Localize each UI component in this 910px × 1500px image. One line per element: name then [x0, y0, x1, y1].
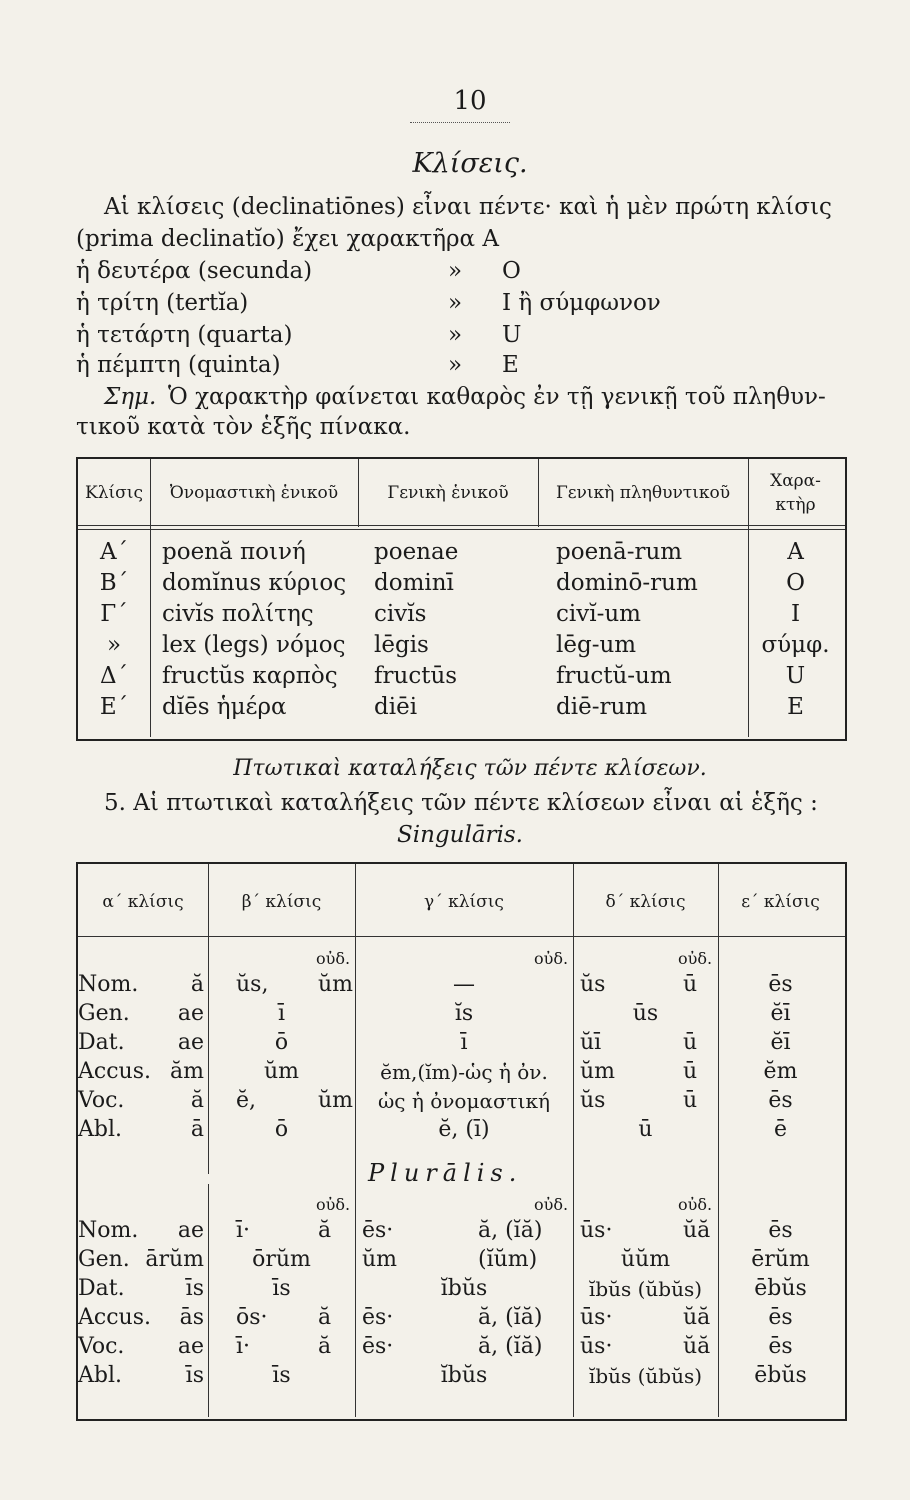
- intro-row-name: ἡ τετάρτη (quarta): [76, 322, 293, 348]
- case-name: Nom.: [78, 1218, 139, 1243]
- decl-4-ending: ĭbŭs (ŭbŭs): [588, 1364, 703, 1388]
- genitive-singular: dominī: [374, 570, 454, 596]
- decl-4-ending: ŭs: [580, 972, 606, 997]
- nominative-singular: lex (legs) νόμος: [162, 632, 346, 658]
- intro-row-mark: »: [448, 258, 463, 284]
- genitive-singular: lēgis: [374, 632, 429, 658]
- character-letter: O: [786, 570, 805, 596]
- page-number-rule: [410, 122, 510, 123]
- genitive-plural: dominō-rum: [556, 570, 698, 596]
- decl-4-neuter-ending: ū: [683, 1059, 698, 1084]
- decl-5-ending: ĕī: [770, 1001, 791, 1026]
- decl-3-ending: ĕm,(ĭm)-ὡς ἡ ὀν.: [380, 1060, 548, 1084]
- decl-4-neuter-ending: ū: [683, 972, 698, 997]
- header-genitive-pl: Γενικὴ πληθυντικοῦ: [555, 483, 731, 503]
- section-title: Κλίσεις.: [412, 148, 528, 179]
- genitive-singular: diēi: [374, 694, 418, 720]
- character-letter: I: [790, 601, 801, 627]
- header-rule: [78, 529, 845, 530]
- decl-1-ending: ă: [190, 1088, 204, 1113]
- intro-line-1: Αἱ κλίσεις (declinatiōnes) εἶναι πέντε· καὶ ἡ μὲν πρώτη κλίσις: [104, 194, 832, 220]
- decl-2-ending: ī·: [236, 1218, 251, 1243]
- intro-row-mark: »: [448, 322, 463, 348]
- header-decl-5: ε΄ κλίσις: [741, 892, 820, 912]
- intro-row-char: O: [502, 258, 521, 284]
- decl-2-neuter-ending: ă: [318, 1218, 332, 1243]
- declension-number: »: [106, 632, 122, 658]
- declension-number: Α΄: [99, 539, 129, 565]
- intro-row-name: ἡ πέμπτη (quinta): [76, 352, 281, 378]
- case-name: Abl.: [78, 1363, 122, 1388]
- decl-2-neuter-ending: ŭm: [318, 972, 354, 997]
- decl-3-ending: ī: [460, 1030, 468, 1055]
- intro-row-char: I ἢ σύμφωνον: [502, 290, 661, 316]
- neuter-label: οὐδ.: [678, 949, 713, 968]
- neuter-label: οὐδ.: [534, 1195, 569, 1214]
- nominative-singular: civĭs πολίτης: [162, 601, 314, 627]
- decl-5-ending: ērŭm: [751, 1247, 810, 1272]
- decl-3-ending: ēs·: [362, 1305, 394, 1330]
- decl-4-ending: ū: [638, 1117, 653, 1142]
- decl-2-ending: ī: [277, 1001, 286, 1026]
- decl-4-neuter-ending: ŭă: [683, 1334, 711, 1359]
- header-nominative: Ὀνομαστικὴ ἑνικοῦ: [169, 483, 339, 503]
- decl-2-neuter-ending: ŭm: [318, 1088, 354, 1113]
- header-decl-4: δ΄ κλίσις: [605, 892, 686, 912]
- neuter-label: οὐδ.: [316, 1195, 351, 1214]
- decl-3-ending: ĕ, (ī): [438, 1117, 490, 1142]
- decl-3-ending: ĭs: [454, 1001, 474, 1026]
- decl-3-neuter-ending: ă, (ĭă): [478, 1305, 543, 1330]
- genitive-plural: civĭ-um: [556, 601, 641, 627]
- note-line-1: Ὁ χαρακτὴρ φαίνεται καθαρὸς ἐν τῇ γενικῇ τοῦ πληθυν-: [168, 384, 826, 410]
- genitive-singular: civĭs: [374, 601, 427, 627]
- intro-row-char: U: [502, 322, 522, 348]
- decl-1-ending: īs: [185, 1276, 204, 1301]
- case-name: Dat.: [78, 1276, 125, 1301]
- decl-2-ending: ŭm: [263, 1059, 300, 1084]
- decl-4-ending: ūs·: [580, 1305, 613, 1330]
- decl-3-ending: ὡς ἡ ὀνομαστική: [378, 1089, 550, 1113]
- decl-2-ending: ō: [274, 1117, 289, 1142]
- paragraph-5: 5. Αἱ πτωτικαὶ καταλήξεις τῶν πέντε κλίσεων εἶναι αἱ ἑξῆς :: [104, 790, 818, 816]
- header-rule: [78, 525, 845, 526]
- decl-4-ending: ūs·: [580, 1218, 613, 1243]
- decl-1-ending: ae: [177, 1334, 204, 1359]
- nominative-singular: domĭnus κύριος: [162, 570, 347, 596]
- decl-3-neuter-ending: ă, (ĭă): [478, 1218, 543, 1243]
- header-rule: [78, 936, 845, 937]
- decl-5-ending: ēs: [768, 1218, 793, 1243]
- decl-4-ending: ŭī: [580, 1030, 602, 1055]
- neuter-label: οὐδ.: [316, 949, 351, 968]
- decl-5-ending: ēs: [768, 1334, 793, 1359]
- genitive-plural: lēg-um: [556, 632, 637, 658]
- intro-row-name: ἡ τρίτη (tertĭa): [76, 290, 249, 316]
- decl-2-neuter-ending: ă: [318, 1334, 332, 1359]
- intro-row-mark: »: [448, 290, 463, 316]
- character-letter: A: [787, 539, 804, 565]
- genitive-plural: fructŭ-um: [556, 663, 672, 689]
- case-name: Accus.: [78, 1059, 151, 1084]
- character-letter: E: [787, 694, 804, 720]
- case-name: Gen.: [78, 1247, 130, 1272]
- case-name: Abl.: [78, 1117, 122, 1142]
- endings-title: Πτωτικαὶ καταλήξεις τῶν πέντε κλίσεων.: [233, 756, 707, 781]
- case-name: Nom.: [78, 972, 139, 997]
- decl-4-neuter-ending: ū: [683, 1030, 698, 1055]
- decl-4-ending: ĭbŭs (ŭbŭs): [588, 1277, 703, 1301]
- decl-3-neuter-ending: (ĭŭm): [478, 1247, 538, 1272]
- header-decl-2: β΄ κλίσις: [241, 892, 322, 912]
- decl-3-ending: ēs·: [362, 1334, 394, 1359]
- endings-table: [76, 862, 847, 1421]
- nominative-singular: fructŭs καρπὸς: [162, 663, 338, 689]
- nominative-singular: dĭēs ἡμέρα: [162, 694, 287, 720]
- decl-4-ending: ūs: [632, 1001, 659, 1026]
- header-klisis: Κλίσις: [85, 483, 143, 503]
- declension-number: Γ΄: [100, 601, 128, 627]
- genitive-plural: poenā-rum: [556, 539, 683, 565]
- decl-3-neuter-ending: ă, (ĭă): [478, 1334, 543, 1359]
- header-character: κτὴρ: [775, 495, 816, 515]
- decl-4-neuter-ending: ŭă: [683, 1218, 711, 1243]
- decl-1-ending: ā: [190, 1117, 204, 1142]
- decl-2-neuter-ending: ă: [318, 1305, 332, 1330]
- decl-2-ending: īs: [272, 1363, 291, 1388]
- decl-5-ending: ēs: [768, 1088, 793, 1113]
- decl-1-ending: ae: [177, 1030, 204, 1055]
- decl-5-ending: ē: [773, 1117, 788, 1142]
- decl-2-ending: īs: [272, 1276, 291, 1301]
- decl-1-ending: ās: [179, 1305, 204, 1330]
- decl-1-ending: īs: [185, 1363, 204, 1388]
- decl-1-ending: ăm: [170, 1059, 204, 1084]
- decl-2-ending: ō: [274, 1030, 289, 1055]
- characters-table: [76, 457, 847, 741]
- decl-1-ending: ă: [190, 972, 204, 997]
- nominative-singular: poenă ποινή: [162, 539, 306, 565]
- decl-4-ending: ūs·: [580, 1334, 613, 1359]
- decl-3-ending: ēs·: [362, 1218, 394, 1243]
- decl-5-ending: ēbŭs: [754, 1363, 807, 1388]
- neuter-label: οὐδ.: [678, 1195, 713, 1214]
- decl-3-ending: ĭbŭs: [440, 1276, 488, 1301]
- decl-5-ending: ēs: [768, 1305, 793, 1330]
- decl-4-ending: ŭs: [580, 1088, 606, 1113]
- decl-2-ending: ĕ,: [236, 1088, 257, 1113]
- header-genitive-sg: Γενικὴ ἑνικοῦ: [387, 483, 509, 503]
- declension-number: Ε΄: [99, 694, 129, 720]
- decl-4-neuter-ending: ū: [683, 1088, 698, 1113]
- decl-5-ending: ēbŭs: [754, 1276, 807, 1301]
- decl-1-ending: ae: [177, 1218, 204, 1243]
- note-label: Σημ.: [104, 384, 157, 410]
- character-letter: σύμφ.: [761, 632, 830, 658]
- character-letter: U: [785, 663, 806, 689]
- declension-number: Δ΄: [99, 663, 129, 689]
- decl-3-ending: ŭm: [362, 1247, 398, 1272]
- header-decl-3: γ΄ κλίσις: [424, 892, 504, 912]
- decl-2-ending: ōrŭm: [252, 1247, 311, 1272]
- genitive-singular: fructūs: [374, 663, 458, 689]
- singularis-heading: Singulāris.: [397, 822, 523, 848]
- decl-5-ending: ēs: [768, 972, 793, 997]
- intro-line-2: (prima declinatĭo) ἔχει χαρακτῆρα A: [76, 226, 499, 252]
- decl-4-ending: ŭŭm: [620, 1247, 671, 1272]
- case-name: Voc.: [78, 1088, 125, 1113]
- decl-1-ending: ae: [177, 1001, 204, 1026]
- header-decl-1: α΄ κλίσις: [102, 892, 184, 912]
- genitive-singular: poenae: [374, 539, 459, 565]
- header-character: Χαρα-: [770, 471, 821, 491]
- decl-2-ending: ōs·: [236, 1305, 268, 1330]
- case-name: Accus.: [78, 1305, 151, 1330]
- decl-1-ending: ārŭm: [145, 1247, 204, 1272]
- case-name: Dat.: [78, 1030, 125, 1055]
- intro-row-mark: »: [448, 352, 463, 378]
- decl-2-ending: ī·: [236, 1334, 251, 1359]
- intro-row-char: E: [502, 352, 519, 378]
- genitive-plural: diē-rum: [556, 694, 648, 720]
- decl-3-ending: ĭbŭs: [440, 1363, 488, 1388]
- case-name: Gen.: [78, 1001, 130, 1026]
- decl-3-ending: —: [453, 972, 475, 997]
- case-name: Voc.: [78, 1334, 125, 1359]
- declension-number: Β΄: [99, 570, 129, 596]
- decl-5-ending: ĕm: [763, 1059, 798, 1084]
- page-number: 10: [453, 86, 487, 116]
- decl-5-ending: ĕī: [770, 1030, 791, 1055]
- pluralis-heading: Plurālis.: [368, 1159, 523, 1187]
- intro-row-name: ἡ δευτέρα (secunda): [76, 258, 313, 284]
- neuter-label: οὐδ.: [534, 949, 569, 968]
- decl-4-neuter-ending: ŭă: [683, 1305, 711, 1330]
- decl-4-ending: ŭm: [580, 1059, 616, 1084]
- note-line-2: τικοῦ κατὰ τὸν ἑξῆς πίνακα.: [76, 414, 411, 440]
- decl-2-ending: ŭs,: [236, 972, 269, 997]
